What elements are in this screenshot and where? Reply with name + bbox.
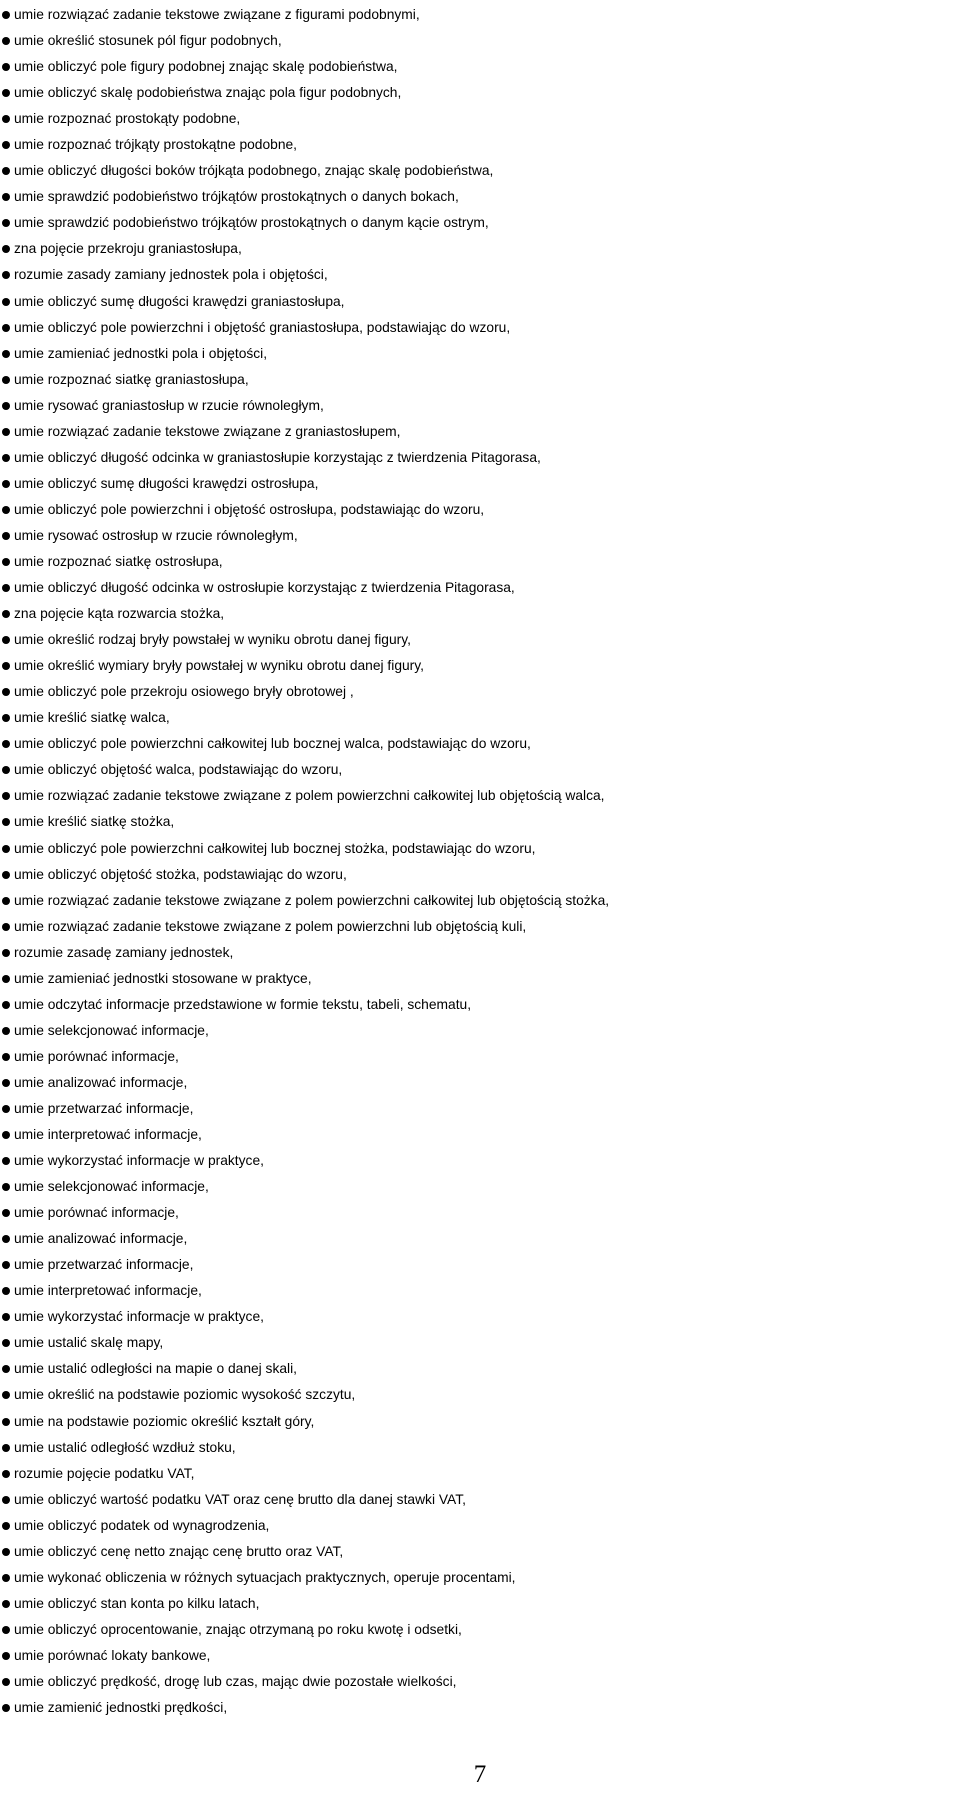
list-item-text: umie obliczyć długość odcinka w ostrosłupie korzystając z twierdzenia Pitagorasa,	[14, 580, 515, 596]
bullet-icon	[2, 558, 10, 566]
bullet-icon	[2, 792, 10, 800]
bullet-icon	[2, 1027, 10, 1035]
list-item	[0, 54, 960, 80]
list-item-text: umie obliczyć oprocentowanie, znając otrzymaną po roku kwotę i odsetki,	[14, 1621, 462, 1637]
bullet-icon	[2, 818, 10, 826]
bullet-icon	[2, 714, 10, 722]
list-item	[0, 757, 960, 783]
bullet-icon	[2, 1053, 10, 1061]
list-item-text: umie rozwiązać zadanie tekstowe związane z polem powierzchni całkowitej lub objętością walca,	[14, 788, 605, 804]
bullet-icon	[2, 662, 10, 670]
list-item-text: umie ustalić odległości na mapie o danej skali,	[14, 1361, 297, 1377]
bullet-icon	[2, 740, 10, 748]
list-item	[0, 471, 960, 497]
list-item	[0, 1070, 960, 1096]
list-item-text: umie obliczyć pole powierzchni całkowitej lub bocznej walca, podstawiając do wzoru,	[14, 736, 531, 752]
bullet-icon	[2, 141, 10, 149]
list-item-text: umie rozwiązać zadanie tekstowe związane z polem powierzchni całkowitej lub objętością stożka,	[14, 892, 610, 908]
list-item-text: umie określić na podstawie poziomic wysokość szczytu,	[14, 1387, 356, 1403]
list-item-text: umie wykonać obliczenia w różnych sytuacjach praktycznych, operuje procentami,	[14, 1569, 516, 1585]
list-item	[0, 158, 960, 184]
list-item-text: rozumie zasady zamiany jednostek pola i objętości,	[14, 267, 328, 283]
bullet-icon	[2, 1365, 10, 1373]
bullet-icon	[2, 766, 10, 774]
bullet-icon	[2, 1183, 10, 1191]
bullet-icon	[2, 923, 10, 931]
bullet-icon	[2, 271, 10, 279]
list-item-text: rozumie pojęcie podatku VAT,	[14, 1465, 195, 1481]
list-item	[0, 445, 960, 471]
bullet-icon	[2, 1496, 10, 1504]
bullet-icon	[2, 1522, 10, 1530]
page-number: 7	[473, 1761, 487, 1788]
list-item-text: umie rozpoznać siatkę ostrosłupa,	[14, 553, 223, 569]
bullet-icon	[2, 636, 10, 644]
list-item	[0, 1252, 960, 1278]
list-item	[0, 236, 960, 262]
list-item	[0, 1513, 960, 1539]
list-item	[0, 1200, 960, 1226]
bullet-icon	[2, 1105, 10, 1113]
list-item-text: umie obliczyć pole figury podobnej znając skalę podobieństwa,	[14, 59, 398, 75]
bullet-icon	[2, 897, 10, 905]
bullet-icon	[2, 193, 10, 201]
bullet-icon	[2, 115, 10, 123]
list-item-text: umie rysować graniastosłup w rzucie równoległym,	[14, 397, 324, 413]
list-item	[0, 2, 960, 28]
list-item	[0, 914, 960, 940]
list-item	[0, 1096, 960, 1122]
bullet-icon	[2, 1209, 10, 1217]
bullet-icon	[2, 688, 10, 696]
list-item	[0, 80, 960, 106]
list-item	[0, 393, 960, 419]
list-item-text: umie obliczyć pole powierzchni całkowitej lub bocznej stożka, podstawiając do wzoru,	[14, 840, 536, 856]
list-item-text: umie obliczyć stan konta po kilku latach,	[14, 1595, 260, 1611]
list-item	[0, 1487, 960, 1513]
list-item-text: umie obliczyć podatek od wynagrodzenia,	[14, 1517, 270, 1533]
bullet-icon	[2, 1235, 10, 1243]
list-item	[0, 419, 960, 445]
list-item-text: umie ustalić skalę mapy,	[14, 1335, 164, 1351]
list-item	[0, 601, 960, 627]
bullet-icon	[2, 1079, 10, 1087]
bullet-list	[0, 2, 960, 1721]
list-item-text: umie porównać informacje,	[14, 1048, 179, 1064]
list-item-text: umie interpretować informacje,	[14, 1283, 202, 1299]
bullet-icon	[2, 1131, 10, 1139]
list-item-text: umie rozpoznać trójkąty prostokątne podobne,	[14, 137, 298, 153]
bullet-icon	[2, 63, 10, 71]
list-item	[0, 1617, 960, 1643]
list-item-text: umie interpretować informacje,	[14, 1127, 202, 1143]
list-item	[0, 1695, 960, 1721]
list-item-text: umie obliczyć długości boków trójkąta podobnego, znając skalę podobieństwa,	[14, 163, 494, 179]
list-item	[0, 210, 960, 236]
list-item	[0, 1018, 960, 1044]
bullet-icon	[2, 610, 10, 618]
list-item-text: umie sprawdzić podobieństwo trójkątów prostokątnych o danym kącie ostrym,	[14, 215, 489, 231]
list-item	[0, 1539, 960, 1565]
list-item-text: umie obliczyć sumę długości krawędzi graniastosłupa,	[14, 293, 345, 309]
list-item	[0, 523, 960, 549]
list-item	[0, 575, 960, 601]
list-item	[0, 1435, 960, 1461]
bullet-icon	[2, 298, 10, 306]
bullet-icon	[2, 1261, 10, 1269]
bullet-icon	[2, 376, 10, 384]
list-item	[0, 1356, 960, 1382]
bullet-icon	[2, 480, 10, 488]
list-item-text: umie ustalić odległość wzdłuż stoku,	[14, 1439, 236, 1455]
bullet-icon	[2, 1652, 10, 1660]
list-item-text: umie porównać lokaty bankowe,	[14, 1647, 211, 1663]
list-item	[0, 783, 960, 809]
list-item	[0, 1226, 960, 1252]
list-item	[0, 1591, 960, 1617]
list-item	[0, 653, 960, 679]
bullet-icon	[2, 532, 10, 540]
list-item	[0, 1148, 960, 1174]
list-item-text: umie obliczyć pole powierzchni i objętość graniastosłupa, podstawiając do wzoru,	[14, 319, 511, 335]
list-item	[0, 1643, 960, 1669]
bullet-icon	[2, 1704, 10, 1712]
list-item-text: umie obliczyć sumę długości krawędzi ostrosłupa,	[14, 475, 319, 491]
list-item-text: umie obliczyć pole przekroju osiowego bryły obrotowej ,	[14, 684, 354, 700]
bullet-icon	[2, 350, 10, 358]
list-item-text: umie na podstawie poziomic określić kształt góry,	[14, 1413, 315, 1429]
list-item-text: umie selekcjonować informacje,	[14, 1179, 209, 1195]
bullet-icon	[2, 1626, 10, 1634]
list-item-text: umie przetwarzać informacje,	[14, 1257, 194, 1273]
bullet-icon	[2, 454, 10, 462]
bullet-icon	[2, 11, 10, 19]
list-item-text: umie obliczyć długość odcinka w graniastosłupie korzystając z twierdzenia Pitagorasa,	[14, 449, 541, 465]
list-item-text: umie wykorzystać informacje w praktyce,	[14, 1309, 264, 1325]
bullet-icon	[2, 1548, 10, 1556]
list-item	[0, 1461, 960, 1487]
list-item	[0, 1174, 960, 1200]
bullet-icon	[2, 1339, 10, 1347]
list-item	[0, 1122, 960, 1148]
list-item	[0, 731, 960, 757]
list-item	[0, 966, 960, 992]
list-item-text: umie kreślić siatkę walca,	[14, 710, 170, 726]
list-item	[0, 367, 960, 393]
list-item	[0, 262, 960, 288]
list-item	[0, 1382, 960, 1408]
list-item	[0, 888, 960, 914]
bullet-icon	[2, 949, 10, 957]
list-item	[0, 28, 960, 54]
bullet-icon	[2, 245, 10, 253]
list-item-text: umie obliczyć skalę podobieństwa znając pola figur podobnych,	[14, 85, 402, 101]
bullet-icon	[2, 428, 10, 436]
bullet-icon	[2, 1313, 10, 1321]
list-item	[0, 809, 960, 835]
list-item-text: umie obliczyć objętość walca, podstawiając do wzoru,	[14, 762, 343, 778]
list-item	[0, 862, 960, 888]
list-item-text: umie wykorzystać informacje w praktyce,	[14, 1153, 264, 1169]
bullet-icon	[2, 89, 10, 97]
list-item	[0, 315, 960, 341]
list-item-text: umie przetwarzać informacje,	[14, 1100, 194, 1116]
bullet-icon	[2, 871, 10, 879]
list-item	[0, 705, 960, 731]
list-item-text: umie selekcjonować informacje,	[14, 1022, 209, 1038]
list-item	[0, 549, 960, 575]
list-item-text: umie określić stosunek pól figur podobnych,	[14, 33, 282, 49]
list-item-text: zna pojęcie przekroju graniastosłupa,	[14, 241, 242, 257]
list-item-text: umie rozpoznać siatkę graniastosłupa,	[14, 371, 249, 387]
list-item-text: umie obliczyć objętość stożka, podstawiając do wzoru,	[14, 866, 347, 882]
bullet-icon	[2, 1001, 10, 1009]
bullet-icon	[2, 1391, 10, 1399]
bullet-icon	[2, 506, 10, 514]
list-item-text: umie zamienić jednostki prędkości,	[14, 1700, 228, 1716]
list-item-text: umie określić wymiary bryły powstałej w wyniku obrotu danej figury,	[14, 658, 424, 674]
bullet-icon	[2, 845, 10, 853]
bullet-icon	[2, 1287, 10, 1295]
list-item-text: umie rysować ostrosłup w rzucie równoległym,	[14, 527, 298, 543]
bullet-icon	[2, 219, 10, 227]
bullet-icon	[2, 167, 10, 175]
list-item-text: umie odczytać informacje przedstawione w formie tekstu, tabeli, schematu,	[14, 996, 472, 1012]
list-item	[0, 497, 960, 523]
list-item	[0, 1304, 960, 1330]
bullet-icon	[2, 1470, 10, 1478]
list-item-text: umie zamieniać jednostki pola i objętości,	[14, 345, 268, 361]
list-item	[0, 1565, 960, 1591]
list-item-text: umie obliczyć prędkość, drogę lub czas, mając dwie pozostałe wielkości,	[14, 1674, 457, 1689]
list-item-text: umie rozwiązać zadanie tekstowe związane z figurami podobnymi,	[14, 7, 420, 22]
list-item	[0, 1044, 960, 1070]
bullet-icon	[2, 1444, 10, 1452]
list-item-text: umie rozwiązać zadanie tekstowe związane z graniastosłupem,	[14, 423, 401, 439]
list-item	[0, 679, 960, 705]
list-item-text: umie analizować informacje,	[14, 1074, 188, 1090]
list-item	[0, 1669, 960, 1695]
bullet-icon	[2, 584, 10, 592]
list-item	[0, 627, 960, 653]
list-item-text: umie rozpoznać prostokąty podobne,	[14, 111, 241, 127]
list-item	[0, 106, 960, 132]
list-item-text: zna pojęcie kąta rozwarcia stożka,	[14, 606, 225, 622]
list-item-text: umie rozwiązać zadanie tekstowe związane z polem powierzchni lub objętością kuli,	[14, 918, 527, 934]
list-item	[0, 132, 960, 158]
list-item-text: umie porównać informacje,	[14, 1205, 179, 1221]
list-item-text: umie obliczyć wartość podatku VAT oraz cenę brutto dla danej stawki VAT,	[14, 1491, 466, 1507]
list-item-text: umie analizować informacje,	[14, 1231, 188, 1247]
list-item-text: umie kreślić siatkę stożka,	[14, 814, 175, 830]
list-item	[0, 940, 960, 966]
list-item	[0, 1278, 960, 1304]
list-item-text: umie obliczyć pole powierzchni i objętość ostrosłupa, podstawiając do wzoru,	[14, 501, 485, 517]
list-item-text: umie zamieniać jednostki stosowane w praktyce,	[14, 970, 312, 986]
bullet-icon	[2, 1600, 10, 1608]
bullet-icon	[2, 1418, 10, 1426]
list-item	[0, 992, 960, 1018]
bullet-icon	[2, 324, 10, 332]
list-item	[0, 184, 960, 210]
list-item	[0, 1409, 960, 1435]
list-item	[0, 1330, 960, 1356]
bullet-icon	[2, 1678, 10, 1686]
bullet-icon	[2, 1574, 10, 1582]
list-item-text: rozumie zasadę zamiany jednostek,	[14, 944, 234, 960]
bullet-icon	[2, 1157, 10, 1165]
bullet-icon	[2, 402, 10, 410]
bullet-icon	[2, 37, 10, 45]
list-item-text: umie sprawdzić podobieństwo trójkątów prostokątnych o danych bokach,	[14, 189, 459, 205]
list-item-text: umie obliczyć cenę netto znając cenę brutto oraz VAT,	[14, 1543, 344, 1559]
bullet-icon	[2, 975, 10, 983]
list-item	[0, 341, 960, 367]
list-item	[0, 836, 960, 862]
list-item-text: umie określić rodzaj bryły powstałej w wyniku obrotu danej figury,	[14, 632, 411, 648]
list-item	[0, 289, 960, 315]
